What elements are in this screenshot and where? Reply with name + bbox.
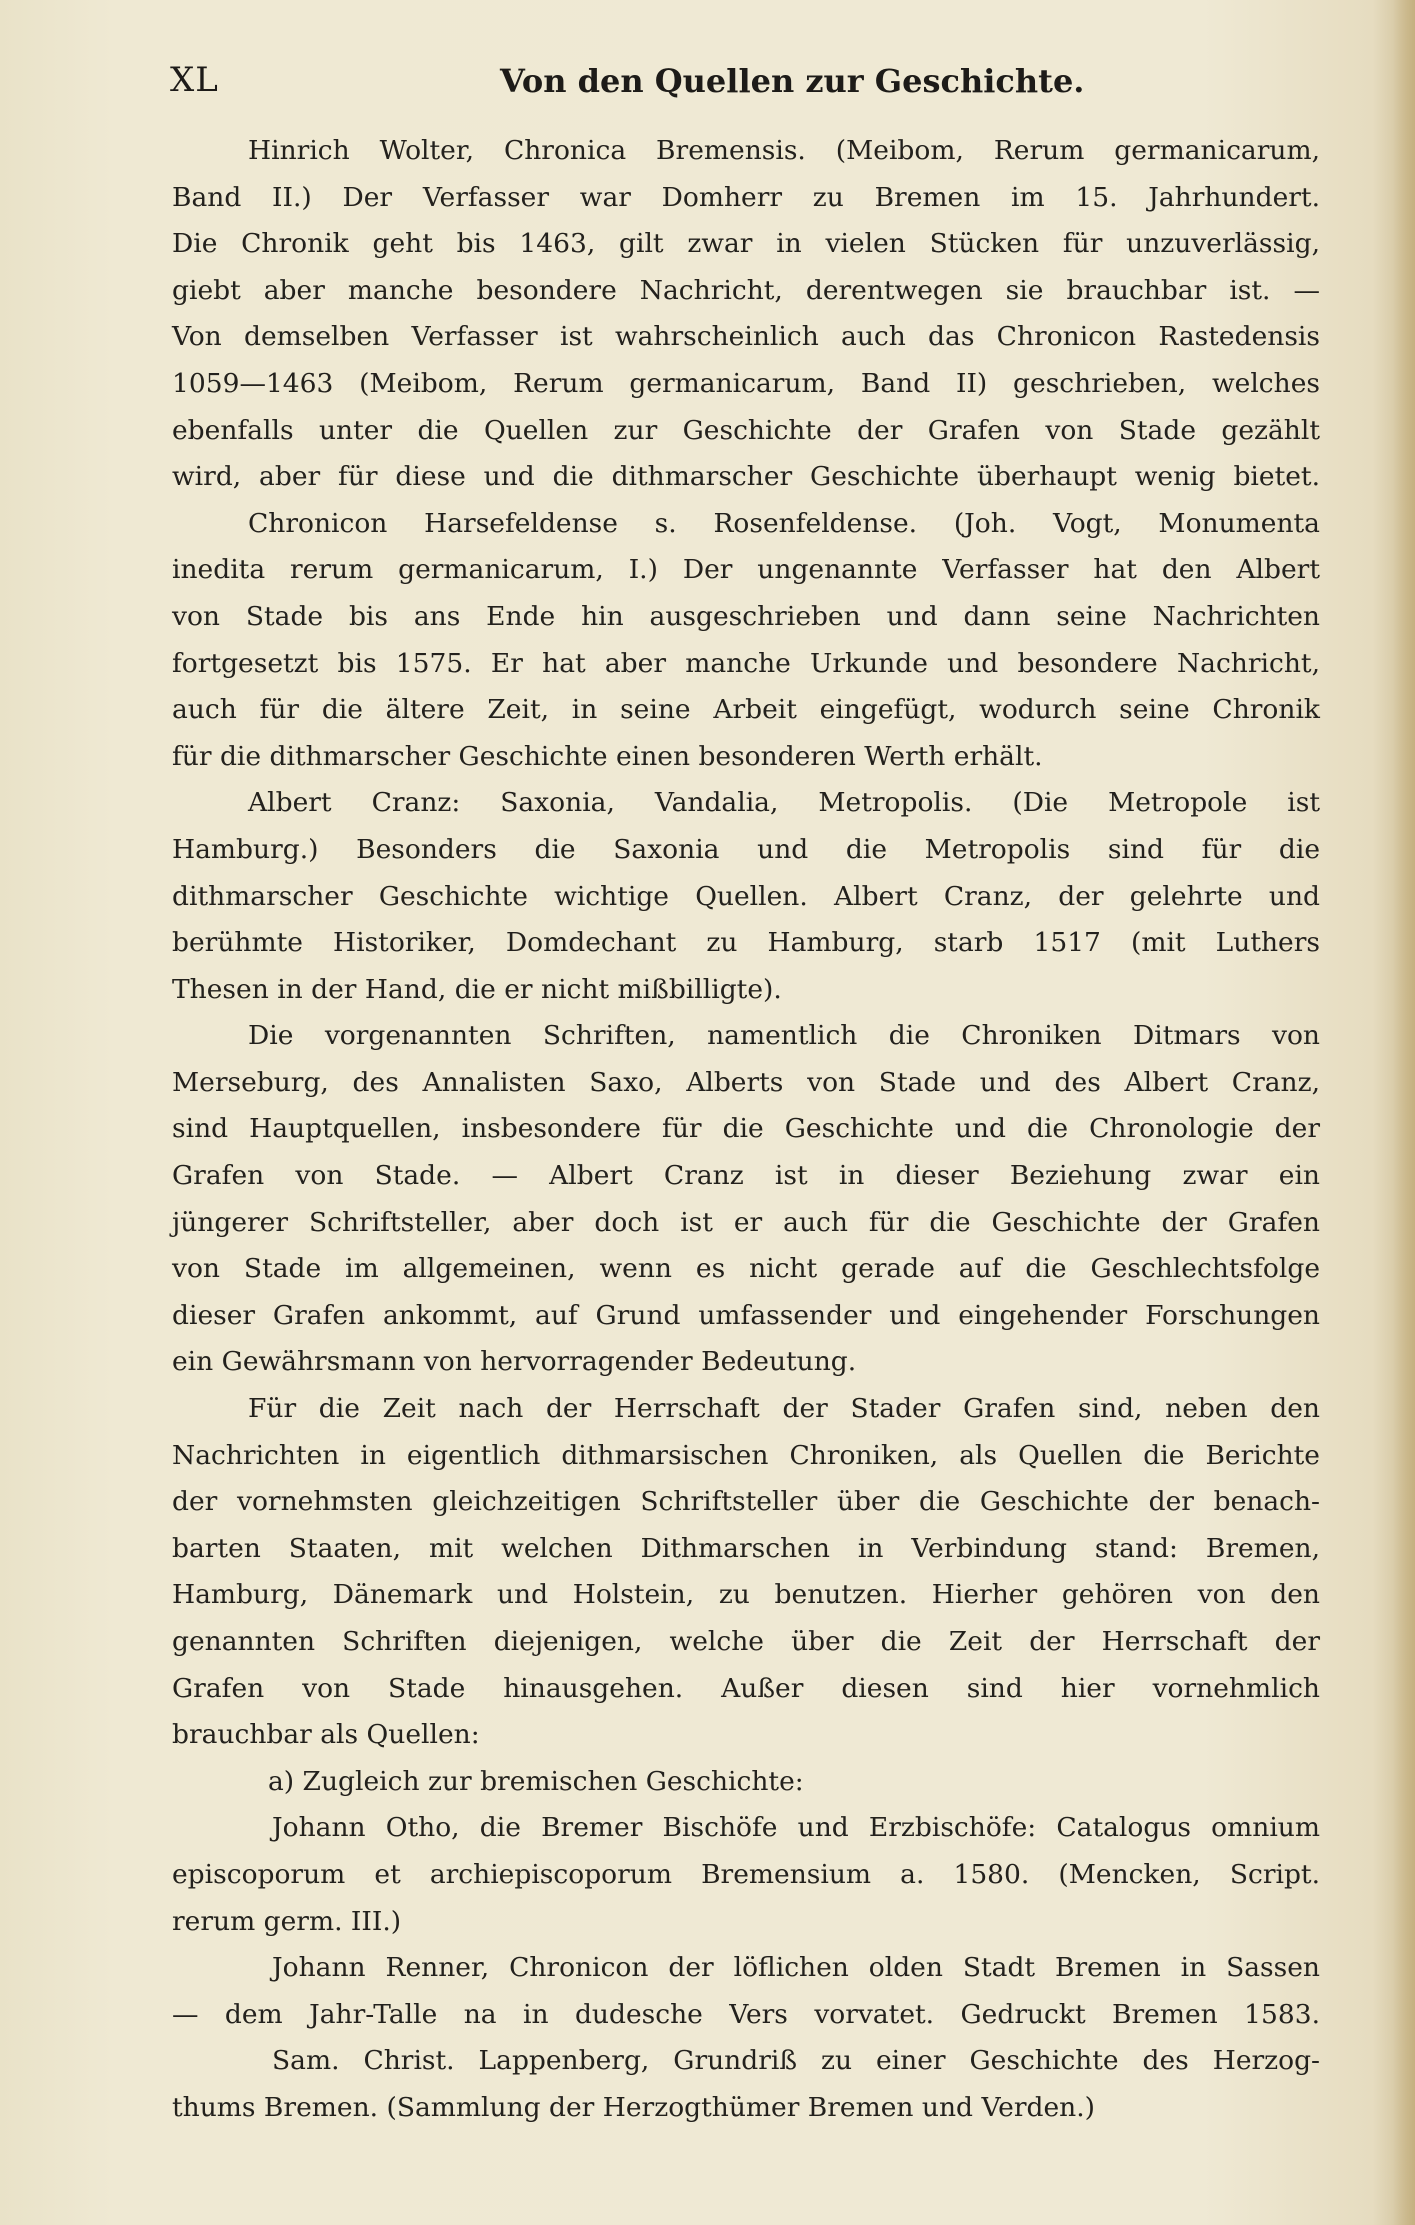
text-line: Die Chronik geht bis 1463, gilt zwar in vielen Stücken für unzuverlässig, [172,228,1320,260]
running-title: Von den Quellen zur Geschichte. [500,62,1085,100]
text-line: ein Gewährsmann von hervorragender Bedeutung. [172,1346,857,1378]
text-line: auch für die ältere Zeit, in seine Arbeit eingefügt, wodurch seine Chronik [172,694,1320,726]
text-line: Die vorgenannten Schriften, namentlich die Chroniken Ditmars von [248,1020,1320,1052]
text-line: — dem Jahr-Talle na in dudesche Vers vorvatet. Gedruckt Bremen 1583. [172,1998,1320,2030]
text-line: sind Hauptquellen, insbesondere für die Geschichte und die Chronologie der [172,1113,1320,1145]
text-line: von Stade bis ans Ende hin ausgeschrieben und dann seine Nachrichten [172,600,1320,632]
text-line: Für die Zeit nach der Herrschaft der Stader Grafen sind, neben den [248,1393,1320,1425]
text-line: Johann Otho, die Bremer Bischöfe und Erzbischöfe: Catalogus omnium [272,1812,1320,1844]
text-line: für die dithmarscher Geschichte einen besonderen Werth erhält. [172,740,1043,772]
text-line: Thesen in der Hand, die er nicht mißbilligte). [172,973,782,1005]
text-line: Merseburg, des Annalisten Saxo, Alberts von Stade und des Albert Cranz, [172,1066,1320,1098]
running-header [170,60,1320,110]
text-line: giebt aber manche besondere Nachricht, derentwegen sie brauchbar ist. — [172,274,1320,306]
text-line: Hamburg.) Besonders die Saxonia und die Metropolis sind für die [172,833,1320,865]
text-line: Johann Renner, Chronicon der löflichen olden Stadt Bremen in Sassen [272,1952,1320,1984]
text-line: Albert Cranz: Saxonia, Vandalia, Metropolis. (Die Metropole ist [248,787,1320,819]
page-spine-shadow [1393,0,1415,2225]
text-line: ebenfalls unter die Quellen zur Geschichte der Grafen von Stade gezählt [172,414,1320,446]
text-line: Hinrich Wolter, Chronica Bremensis. (Meibom, Rerum germanicarum, [248,135,1320,166]
text-line: Band II.) Der Verfasser war Domherr zu Bremen im 15. Jahrhundert. [172,181,1320,213]
text-line: der vornehmsten gleichzeitigen Schriftsteller über die Geschichte der benach- [172,1486,1320,1518]
text-line: dithmarscher Geschichte wichtige Quellen. Albert Cranz, der gelehrte und [172,880,1320,912]
text-line: von Stade im allgemeinen, wenn es nicht gerade auf die Geschlechtsfolge [172,1253,1320,1285]
text-line: rerum germ. III.) [172,1905,402,1937]
text-line: dieser Grafen ankommt, auf Grund umfassender und eingehender Forschungen [172,1299,1320,1331]
section-heading: a) Zugleich zur bremischen Geschichte: [268,1765,804,1797]
text-line: wird, aber für diese und die dithmarscher Geschichte überhaupt wenig bietet. [172,461,1320,493]
text-line: Chronicon Harsefeldense s. Rosenfeldense. (Joh. Vogt, Monumenta [248,507,1320,539]
text-line: Grafen von Stade hinausgehen. Außer diesen sind hier vornehmlich [172,1672,1320,1704]
text-line: berühmte Historiker, Domdechant zu Hamburg, starb 1517 (mit Luthers [172,927,1320,959]
body-text [172,128,1320,2132]
text-line: fortgesetzt bis 1575. Er hat aber manche Urkunde und besondere Nachricht, [172,647,1320,679]
text-line: Grafen von Stade. — Albert Cranz ist in dieser Beziehung zwar ein [172,1160,1320,1192]
text-line: genannten Schriften diejenigen, welche über die Zeit der Herrschaft der [172,1626,1320,1657]
text-line: barten Staaten, mit welchen Dithmarschen in Verbindung stand: Bremen, [172,1532,1320,1564]
text-line: 1059—1463 (Meibom, Rerum germanicarum, Band II) geschrieben, welches [172,367,1320,399]
text-line: thums Bremen. (Sammlung der Herzogthümer Bremen und Verden.) [172,2091,1095,2123]
text-line: Nachrichten in eigentlich dithmarsischen Chroniken, als Quellen die Berichte [172,1439,1320,1471]
text-line: jüngerer Schriftsteller, aber doch ist er auch für die Geschichte der Grafen [172,1206,1320,1238]
text-line: episcoporum et archiepiscoporum Bremensium a. 1580. (Mencken, Script. [172,1858,1320,1890]
page-number: XL [170,60,219,100]
text-line: Von demselben Verfasser ist wahrscheinlich auch das Chronicon Rastedensis [172,321,1320,353]
text-line: Hamburg, Dänemark und Holstein, zu benutzen. Hierher gehören von den [172,1579,1320,1611]
text-line: Sam. Christ. Lappenberg, Grundriß zu einer Geschichte des Herzog- [272,2045,1320,2077]
text-line: inedita rerum germanicarum, I.) Der ungenannte Verfasser hat den Albert [172,554,1320,586]
text-line: brauchbar als Quellen: [172,1719,480,1751]
